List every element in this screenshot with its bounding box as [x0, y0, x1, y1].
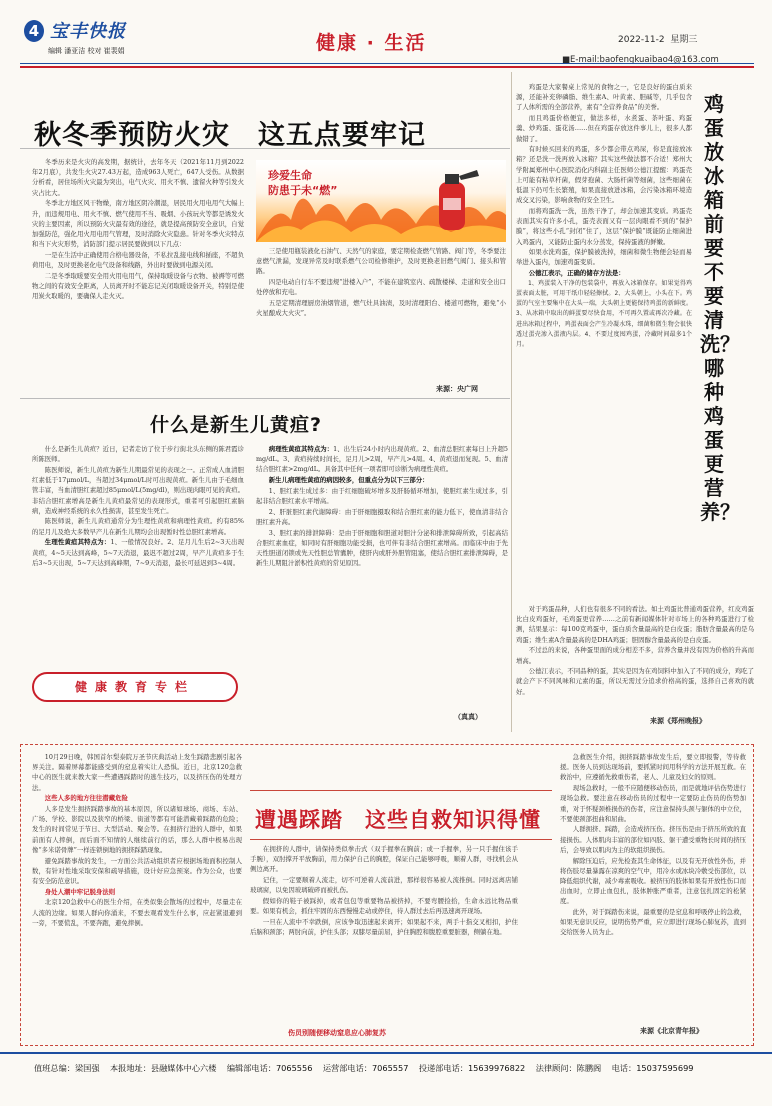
footer-bar [0, 1052, 772, 1082]
fire-source: 来源：央广网 [436, 385, 478, 393]
newborn-column-2 [256, 444, 508, 706]
health-column-badge: 健康教育专栏 [32, 672, 238, 702]
newborn-subheading: 新生儿病理性黄疸的病因较多，但重点分为以下三部分： [268, 476, 429, 485]
header-rule-thin [20, 63, 754, 64]
stampede-column-3 [560, 752, 746, 1022]
stampede-paragraph: 解除压迫后，应先检查其生命体征，以及有无开放性外伤，并将伤肢尽量暴露在凉爽的空气中，用冷水或冰块冷敷受伤部位，以降低组织代谢，减少毒素吸收。被挤压的肢体如果有开放性伤口而出血时，立即止血包扎，肢体肿胀严重者，注意包扎固定的松紧度。 [560, 856, 746, 906]
eggs-paragraph: 鸡蛋是大家餐桌上常见的食物之一，它是良好的蛋白质来源，还能补充卵磷脂、维生素A、叶黄素、胆碱等，几乎包含了人体所需的全部营养，素有“全营养食品”的美誉。 [516, 83, 692, 112]
footer-ops-phone: 运营部电话：7065557 [322, 1063, 409, 1073]
newspaper-brand: 宝丰快报 [50, 21, 126, 42]
stampede-subheading: 伤员别随便移动窒息应心肺复苏 [288, 1028, 386, 1037]
issue-weekday: 星期三 [670, 35, 698, 45]
newborn-text: 1、一般情况良好。2、足月儿生后2~3天出现黄疸，4~5天达到高峰，5~7天消退，最迟不超过2周，早产儿黄疸多于生后3~5天出现，5~7天达到高峰期，7~9天消退，最长可延迟到3~4周。 [32, 538, 244, 567]
newborn-article-title: 什么是新生儿黄疸? [150, 414, 323, 436]
eggs-source: 来源《郑州晚报》 [650, 717, 706, 725]
eggs-column-2 [516, 604, 754, 714]
column-separator [511, 72, 512, 732]
stampede-column-1 [32, 752, 242, 1042]
footer-legal-advisor: 法律顾问：陈鹏阁 [535, 1063, 602, 1073]
fire-paragraph: 四是电动自行车不要违规“进楼入户”，不能在建筑室内、疏散楼梯、走道和安全出口处停放和充电。 [256, 278, 506, 297]
newborn-paragraph: 2、肝脏胆红素代谢障碍：由于肝细胞摄取和结合胆红素的能力低下，使血清非结合胆红素升高。 [256, 507, 508, 526]
eggs-subheading: 公德江表示，正确的储存方法是： [528, 269, 625, 278]
newborn-column-1 [32, 444, 244, 664]
stampede-paragraph: 10月29日晚，韩国首尔梨泰院万圣节庆典活动上发生踩踏悲剧引起各界关注。隔着屏幕都能感受到的窒息着实让人恐惧。近日，北京120急救中心的医生就来教大家一些遭遇踩踏时的逃生技巧，以及挤压伤的处理方法。 [32, 753, 242, 792]
newborn-paragraph: 陈医师说，新生儿黄疸为新生儿期最常见的表现之一。正常成人血清胆红素低于17μmol/L，当超过34μmol/L时可出现黄疸。新生儿由于毛细血管丰富，当血清胆红素超过85μmol/L(5mg/dl)，则出现肉眼可见的黄疸。非结合胆红素增高是新生儿黄疸最常见的表现形式，重者可引起胆红素脑病，造成神经系统的永久性损害，甚至发生死亡。 [32, 465, 244, 515]
fire-paragraph: 二是冬季取暖要安全用火用电用气，保持取暖设备与衣物、被褥等可燃物之间的有效安全距离，人员离开时不能忘记关闭取暖设备开关，特别是使用炭火取暖的，要确保人走火灭。 [32, 271, 244, 301]
fire-paragraph: 五是定期清理厨房油烟管道，燃气灶具油渍，及时清理阳台、楼道可燃物，避免“小火星酿成大火灾”。 [256, 299, 506, 318]
eggs-paragraph: 而且鸡蛋价格便宜，做法多样，水煮蛋、茶叶蛋、鸡蛋羹、炒鸡蛋、蛋花汤……但在鸡蛋存放这件事儿上，很多人都做错了。 [516, 114, 692, 143]
stampede-paragraph: 人群拥挤、踩踏，会造成挤压伤。挤压伤是由于挤压所致的直接损伤。人体肌肉丰富的部位如四肢、躯干遭受重物长时间的挤压后，会导致以肌肉为主的软组织损伤。 [560, 825, 746, 854]
eggs-paragraph: 有时候买回来的鸡蛋，多少都会带点鸡屎，你是直接放冰箱？还是洗一洗再放入冰箱？其实这些做法都不合适！郑州大学附属郑州中心医院消化内科副主任医师公德江提醒：鸡蛋壳上可能有粘草杆菌，假芽孢菌、大肠杆菌等细菌，这些细菌在低温下仍可生长繁殖，如果直接放进冰箱，会污染冰箱环境造成交叉污染，影响食物的安全卫生。 [516, 145, 692, 205]
stampede-column-2 [250, 844, 518, 1024]
stampede-article-title: 遭遇踩踏 这些自救知识得懂 [255, 808, 541, 832]
newborn-label: 病理性黄疸其特点为： [268, 445, 334, 453]
footer-delivery-phone: 投递部电话：15639976822 [418, 1063, 526, 1073]
newborn-paragraph: 什么是新生儿黄疸？近日，记者走访了位于步行街北头东侧的陈君霞诊所陈医师。 [32, 445, 244, 464]
newborn-paragraph: 陈医师说，新生儿黄疸通常分为生理性黄疸和病理性黄疸。约有85%的足月儿及绝大多数早产儿在新生儿期均会出现暂时性总胆红素增高。 [32, 517, 244, 536]
newborn-paragraph [32, 537, 244, 568]
eggs-paragraph: 而将鸡蛋洗一洗，虽然干净了，却会加速其变质。鸡蛋壳表面其实有许多小孔，蛋壳表面又有一层肉眼看不到的“保护膜”，将这些小孔“封闭”住了，这层“保护膜”既能防止细菌进入鸡蛋内，又能防止蛋内水分蒸发，保持蛋液的鲜嫩。 [516, 206, 692, 246]
eggs-tips: 1、鸡蛋装入干净的包装袋中，再放入冰箱保存。如果觉得鸡蛋表面太脏，可用干纸巾轻轻擦拭。2、大头朝上，小头在下。鸡蛋的气室主要集中在大头一端，大头朝上更能保持鸡蛋的新鲜度。3、从冰箱中取出的鲜蛋要尽快食用，不可再久置或再次冷藏。在进出冰箱过程中，鸡蛋表面会产生冷凝水珠，细菌和微生物会很快透过蛋壳渗入蛋液内层。4、不要过度囤鸡蛋，冷藏时间最多1个月。 [516, 279, 692, 349]
newborn-text: 1、出生后24小时内出现黄疸。2、血清总胆红素每日上升超5mg/dL。3、黄疸持续时间长，足月儿>2周，早产儿>4周。4、黄疸退而复现。5、血清结合胆红素>2mg/dL。具备其中任何一项者即可诊断为病理性黄疸。 [256, 445, 508, 474]
footer-edit-phone: 编辑部电话：7065556 [226, 1063, 313, 1073]
newborn-paragraph: 1、胆红素生成过多：由于红细胞破坏增多及肝肠循环增加，使胆红素生成过多，引起非结合胆红素水平增高。 [256, 486, 508, 506]
fire-title-rule [20, 148, 510, 149]
stampede-source: 来源《北京青年报》 [640, 1027, 703, 1035]
stampede-subheading: 身处人潮中牢记脱身法则 [44, 887, 116, 896]
stampede-paragraph: 人多是发生拥挤踩踏事故的基本原因，所以诸如球场、商场、车站、广场、学校、影院以及狭窄的桥梁、街道等都有可能潜藏着踩踏的危险；发生的时间常见于节日、大型活动、聚会等。在拥挤行进的人群中，如果前面有人摔倒，而后面不知情的人继续前行的话，那么人群中极易出现像“多米诺骨牌”一样连锁倒地的拥挤踩踏现象。 [32, 805, 242, 854]
stampede-subheading: 这些人多的地方往往潜藏危险 [44, 794, 128, 803]
fire-column-2 [256, 246, 506, 380]
stampede-paragraph: 北京120急救中心的医生介绍，在类似集会散场的过程中，尽量走在人流的边缘。如果人群向你涌来，不要去观看发生什么事，应赶紧退避到一旁，不要慌乱，不要奔跑，避免摔倒。 [32, 898, 242, 927]
stampede-paragraph: 一旦在人流中不幸跌倒，应该争取迅速起来离开；如果起不来，两手十指交叉相扣，护住后脑和颈部；两肘向前，护住头部；双膝尽量前屈，护住胸腔和腹腔重要脏器，侧躺在地。 [250, 917, 518, 937]
fire-paragraph: 一是在生活中正确使用合格电器设备，不私拉乱接电线和插座，不超负荷用电，及时更换老化电气设备和线路，外出时要做到电源关闭。 [32, 250, 244, 270]
issue-date: 2022-11-2 [618, 35, 665, 45]
newborn-source: （真真） [454, 713, 482, 721]
eggs-paragraph: 公德江表示，不同品种的蛋，其实是因为在鸡饲料中加入了不同的成分，鸡吃了就会产下不同风味和元素的蛋，所以无需过分追求价格高的蛋，选择自己喜欢的就好。 [516, 667, 754, 696]
eggs-paragraph: 如果水洗鸡蛋，保护膜被洗掉，细菌和微生物便会轻而易举进入蛋内，加速鸡蛋变质。 [516, 248, 692, 267]
footer-address: 本报地址：县融媒体中心六楼 [109, 1063, 217, 1073]
newborn-paragraph: 3、胆红素的排泄障碍：是由于肝细胞和胆道对胆汁分泌和排泄障碍所致，引起高结合胆红素血症，如同时有肝细胞功能受损，也可伴有非结合胆红素增高。而临床中由于先天性胆道闭锁或先天性胆总管囊肿，使肝内或肝外胆管阻塞，使结合胆红素排泄障碍，是新生儿期阻汁淤积性黄疸的常见原因。 [256, 528, 508, 568]
header-rule [20, 66, 754, 68]
section-title: 健康 · 生活 [316, 32, 427, 54]
section-divider [20, 398, 510, 399]
fire-paragraph: 三是使用瓶装液化石油气、天然气的家庭，要定期检查燃气管路、阀门等，冬季要注意燃气泄漏，发现异常及时联系燃气公司检修维护，及时更换老旧燃气阀门、接头和管路。 [256, 247, 506, 276]
newborn-paragraph [256, 444, 508, 475]
dateline [618, 32, 697, 45]
editors-line: 编辑 潘亚洁 校对 崔裴娟 [48, 47, 125, 55]
footer-ad-phone: 电话：15037595699 [611, 1063, 694, 1073]
eggs-paragraph: 不过总的来说，各种蛋里面的成分相差不多，营养含量并没有因为价格的升高而增高。 [516, 646, 754, 665]
fire-caption-line-2: 防患于未“燃” [268, 184, 338, 197]
stampede-paragraph: 此外，对于踩踏伤来说，最重要的是窒息和呼吸停止的急救，如果无意识反应，说明伤势严重，应立即进行现场心肺复苏，直到交给医务人员为止。 [560, 908, 746, 937]
stampede-paragraph: 避免踩踏事故的发生，一方面公共活动组织者应根据场地面积控制人数，有针对性地采取安保和疏导措施，设计好应急预案。作为公众，也要有安全防范意识。 [32, 856, 242, 885]
page-number: 4 [24, 20, 44, 42]
stampede-paragraph: 急救医生介绍，拥挤踩踏事故发生后，要立即报警，等待救援。医务人员到达现场前，要抓紧时间用科学的方法开展互救。在救治中，应遵循先救重伤者，老人、儿童及妇女的原则。 [560, 753, 746, 782]
fire-paragraph: 冬季北方地区风干物燥，南方地区阴冷潮湿，居民用火用电用气大幅上升，而违规用电、用火不慎、燃气使用不当、吸烟、小孩玩火等都是诱发火灾的主要因素，所以预防火灾最有效的途径，就是提高预防安全意识，自觉加强防范，强化用火用电用气管理，及时消除火灾隐患。针对冬季火灾特点和当下火灾形势，消防部门提示居民要做到以下几点： [32, 199, 244, 249]
stampede-paragraph: 在拥挤的人群中，请保持类似拳击式（双手握拳在胸前；或一手握拳，另一只手握住该手手腕），双肘撑开平放胸前，用力保护自己的胸腔，保证自己能够呼吸，顺着人群，寻找机会从侧边离开。 [250, 845, 518, 874]
footer-duty-editor: 值班总编：梁国强 [34, 1063, 100, 1073]
fire-paragraph: 冬季历来是火灾的高发期，据统计，去年冬天（2021年11月到2022年2月底），共发生火灾27.43万起，造成963人死亡，647人受伤。从数据分析看，居住场所火灾最为突出，电气火灾、用火不慎、遗留火种等引发火灾占比大。 [32, 158, 244, 197]
eggs-paragraph: 对于鸡蛋品种，人们也有很多不同的看法。如土鸡蛋比普通鸡蛋营养，红皮鸡蛋比白皮鸡蛋好，毛鸡蛋更营养……之前有新闻媒体针对市场上的各种鸡蛋进行了检测，结果显示：每100克鸡蛋中，蛋白质含量最高的是白皮蛋；脂肪含量最高的是乌鸡蛋；维生素A含量最高的是DHA鸡蛋；胆固醇含量最高的是白皮蛋。 [516, 605, 754, 644]
fire-image-caption [268, 168, 337, 198]
eggs-column-1 [516, 82, 692, 602]
stampede-paragraph: 假如你的鞋子被踩掉，或者包包等重要物品被挤掉，不要弯腰捡拾，生命永远比物品重要。如果有机会，抓住牢固的东西慢慢走动或停住，待人群过去后再迅速离开现场。 [250, 897, 518, 916]
stampede-paragraph: 记住，一定要顺着人流走，切不可逆着人流前进，那样很容易被人流推倒。同时远离店铺玻璃窗，以免因玻璃破碎而被扎伤。 [250, 876, 518, 895]
contact-email: ■E-mail:baofengkuaibao4@163.com [562, 55, 719, 65]
fire-column-1 [32, 157, 244, 391]
stampede-paragraph: 现场急救时，一般不应随便移动伤员，而是就地评估伤势进行现场急救。要注意在移动伤员的过程中一定要防止伤员的伤势加重，对于怀疑颈椎损伤的伤者，应注意保持头颈与躯体的中立位，不要使颈部扭曲和屈曲。 [560, 784, 746, 823]
newborn-label: 生理性黄疸其特点为： [44, 538, 111, 547]
eggs-article-title: 鸡蛋放冰箱前要不要清洗？哪种鸡蛋更营养？ [700, 92, 740, 524]
fire-caption-line-1: 珍爱生命 [268, 169, 312, 182]
fire-article-title: 秋冬季预防火灾 这五点要牢记 [34, 120, 426, 151]
